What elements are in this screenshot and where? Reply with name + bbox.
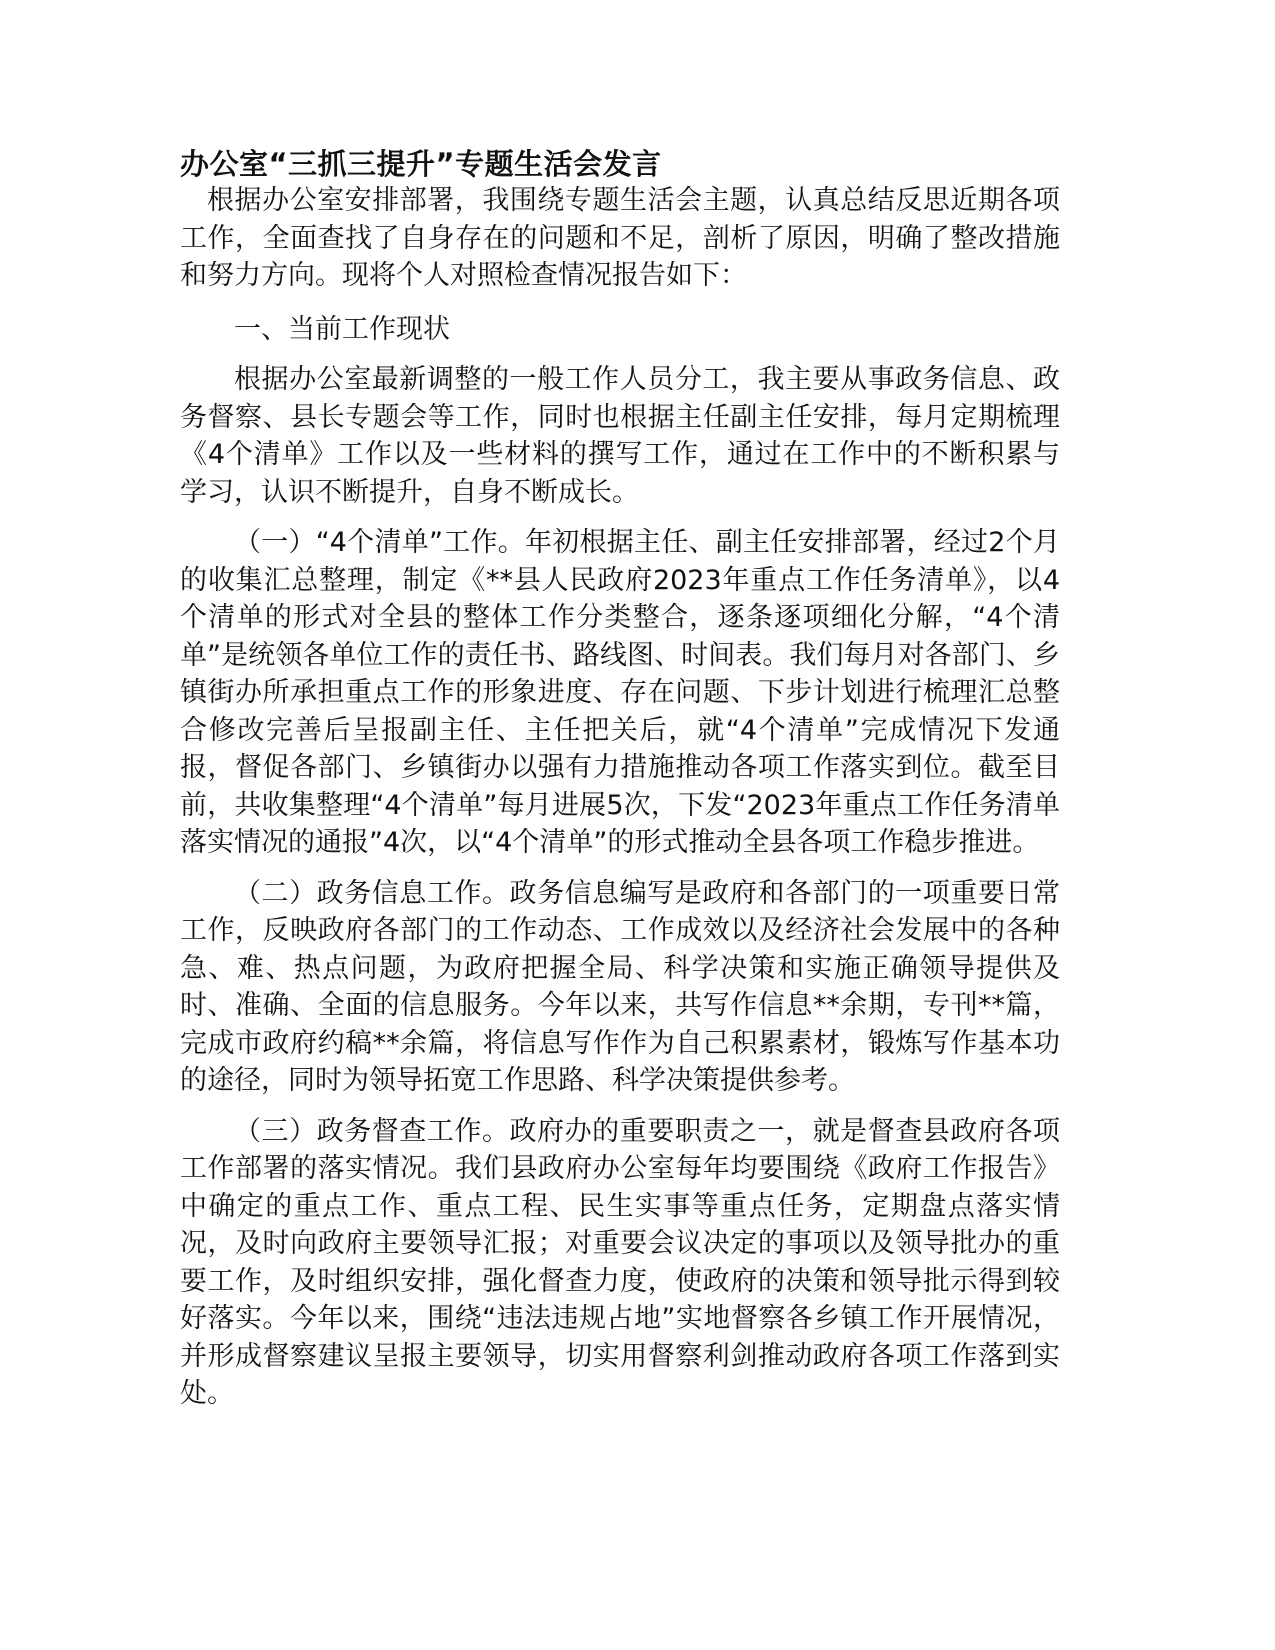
document-title: 办公室“三抓三提升”专题生活会发言 (180, 147, 662, 181)
list-paragraph-supervision: （三）政务督查工作。政府办的重要职责之一，就是督查县政府各项工作部署的落实情况。我们县政府办公室每年均要围绕《政府工作报告》中确定的重点工作、重点工程、民生实事等重点任务，定期盘点落实情况，及时向政府主要领导汇报；对重要会议决定的事项以及领导批办的重要工作，及时组织安排，强化督查力度，使政府的决策和领导批示得到较好落实。今年以来，围绕“违法违规占地”实地督察各乡镇工作开展情况，并形成督察建议呈报主要领导，切实用督察利剑推动政府各项工作落到实处。 (180, 1115, 1060, 1409)
list-paragraph-information: （二）政务信息工作。政务信息编写是政府和各部门的一项重要日常工作，反映政府各部门的工作动态、工作成效以及经济社会发展中的各种急、难、热点问题，为政府把握全局、科学决策和实施正确领导提供及时、准确、全面的信息服务。今年以来，共写作信息**余期，专刊**篇，完成市政府约稿**余篇，将信息写作作为自己积累素材，锻炼写作基本功的途径，同时为领导拓宽工作思路、科学决策提供参考。 (180, 877, 1060, 1096)
document-page (180, 146, 1060, 1413)
overview-paragraph: 根据办公室最新调整的一般工作人员分工，我主要从事政务信息、政务督察、县长专题会等工作，同时也根据主任副主任安排，每月定期梳理《4个清单》工作以及一些材料的撰写工作，通过在工作中的不断积累与学习，认识不断提升，自身不断成长。 (180, 364, 1060, 508)
intro-paragraph: 根据办公室安排部署，我围绕专题生活会主题，认真总结反思近期各项工作，全面查找了自身存在的问题和不足，剖析了原因，明确了整改措施和努力方向。现将个人对照检查情况报告如下： (180, 185, 1060, 291)
section-heading: 一、当前工作现状 (234, 313, 450, 345)
list-paragraph-4-lists: （一）“4个清单”工作。年初根据主任、副主任安排部署，经过2个月的收集汇总整理，制定《**县人民政府2023年重点工作任务清单》，以4个清单的形式对全县的整体工作分类整合，逐条逐项细化分解，“4个清单”是统领各单位工作的责任书、路线图、时间表。我们每月对各部门、乡镇街办所承担重点工作的形象进度、存在问题、下步计划进行梳理汇总整合修改完善后呈报副主任、主任把关后，就“4个清单”完成情况下发通报，督促各部门、乡镇街办以强有力措施推动各项工作落实到位。截至目前，共收集整理“4个清单”每月进展5次，下发“2023年重点工作任务清单落实情况的通报”4次，以“4个清单”的形式推动全县各项工作稳步推进。 (180, 527, 1060, 858)
